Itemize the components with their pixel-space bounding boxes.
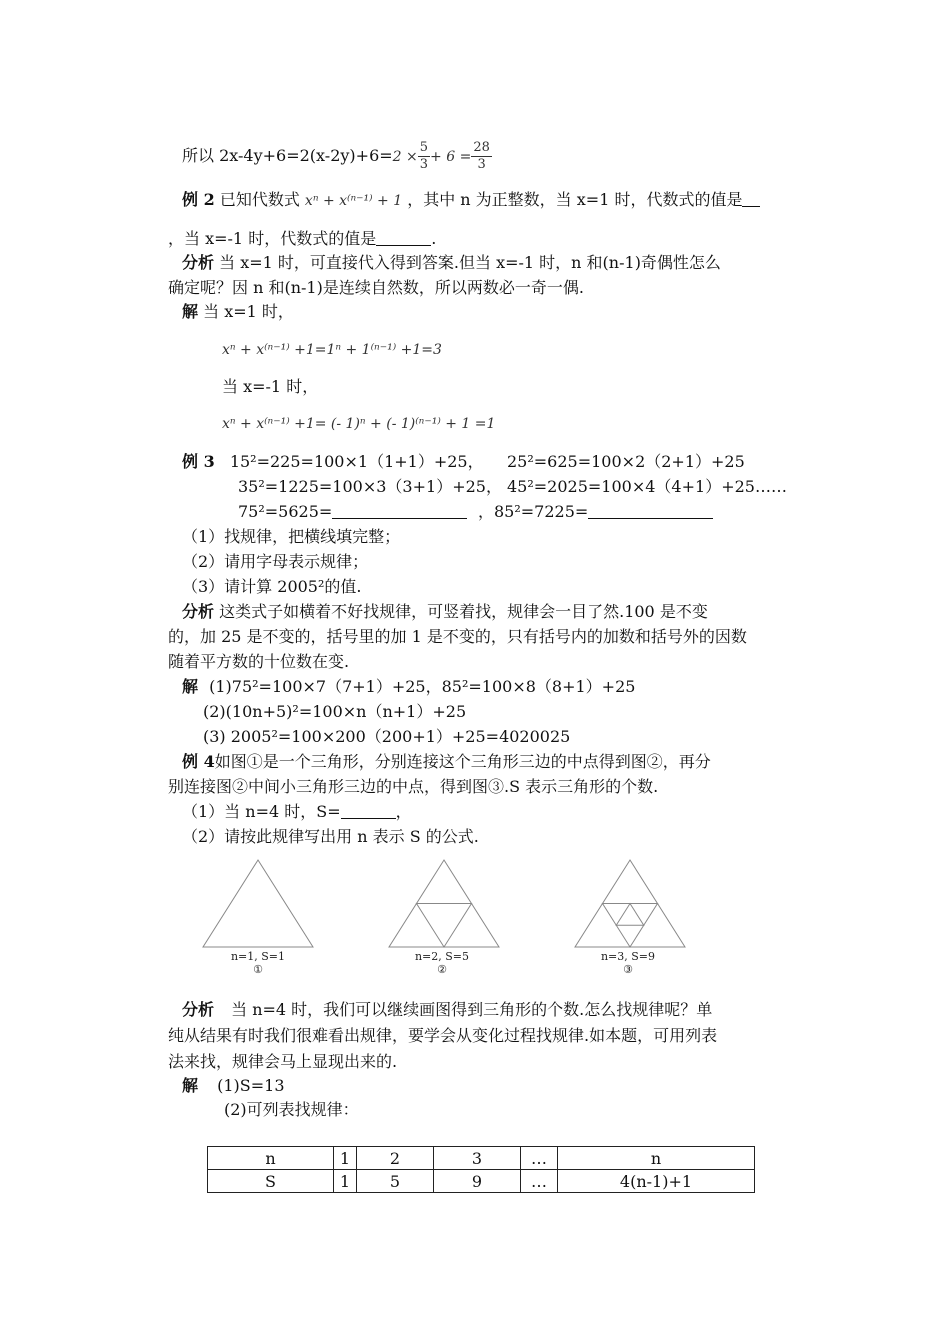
figure-caption-text: n=1, S=1 [230,950,286,963]
table-cell: … [521,1170,558,1193]
question-text: （1）当 n=4 时，S= [182,802,341,821]
equation-text: 45²=2025=100×4（4+1）+25…… [507,477,787,496]
fraction-five-thirds [418,140,430,173]
figure-number: ② [437,963,447,976]
statement-text: 已知代数式 [219,190,300,209]
table-cell: 5 [357,1170,434,1193]
figure-number: ① [253,963,263,976]
table-row [208,1147,755,1170]
solution-equation-1: xⁿ + x⁽ⁿ⁻¹⁾ +1=1ⁿ + 1⁽ⁿ⁻¹⁾ +1=3 [222,342,442,358]
question-2: （2）请用字母表示规律； [182,552,369,571]
equation-text: 15²=225=100×1（1+1）+25， [229,452,484,471]
analysis-label: 分析 [182,602,215,621]
table-cell: n [558,1147,755,1170]
solution-label: 解 [182,302,199,321]
example-3-row-3 [238,502,467,522]
table-cell: 2 [357,1147,434,1170]
table-cell: 4(n-1)+1 [558,1170,755,1193]
analysis-text: 当 n=4 时，我们可以继续画图得到三角形的个数.怎么找规律呢？单 [231,1000,713,1019]
statement-text: ，其中 n 为正整数，当 x=1 时，代数式的值是 [407,190,743,209]
comma: ， [395,802,412,821]
table-cell: S [208,1170,334,1193]
answer-blank[interactable] [376,231,431,246]
statement-text: 如图①是一个三角形，分别连接这个三角形三边的中点得到图②，再分 [214,752,711,771]
fraction-denominator: 3 [419,157,429,172]
example-label: 例 2 [182,190,215,209]
equation-text: ，85²=7225= [478,502,589,521]
equation-text: 25²=625=100×2（2+1）+25 [507,452,745,471]
statement-text: ，当 x=-1 时，代数式的值是 [168,229,377,248]
example-3-row-1 [182,452,484,472]
figure-caption-text: n=3, S=9 [600,950,656,963]
example-4-statement [182,752,711,772]
question-text: （2）请按此规律写出用 n 表示 S 的公式. [182,827,479,846]
solution-text: (2)可列表找规律： [224,1100,359,1119]
solution-text: 当 x=-1 时， [222,377,319,396]
statement-text: 别连接图②中间小三角形三边的中点，得到图③.S 表示三角形的个数. [168,777,659,796]
fraction-numerator: 28 [473,140,490,155]
example-4-solution [182,1076,285,1096]
solution-text: (1)75²=100×7（7+1）+25，85²=100×8（8+1）+25 [209,677,636,696]
table-row [208,1170,755,1193]
solution-text: (1)S=13 [217,1076,285,1095]
analysis-text: 随着平方数的十位数在变. [168,652,350,671]
equation-text: 35²=1225=100×3（3+1）+25， [238,477,502,496]
triangle-figure-3 [572,858,688,950]
figure-caption-text: n=2, S=5 [414,950,470,963]
fraction-result [471,140,492,173]
equation-text: 75²=5625= [238,502,333,521]
example-2-statement [182,190,760,211]
fraction-numerator: 5 [419,140,429,155]
analysis-label: 分析 [182,253,215,272]
math-fragment: 2 × [392,149,418,165]
math-fragment: + 6 = [430,149,472,165]
fraction-denominator: 3 [477,157,486,172]
triangle-figure-2 [386,858,502,950]
period: . [431,229,437,248]
example-3-solution [182,677,635,697]
solution-label: 解 [182,1076,199,1095]
table-cell: 1 [334,1147,357,1170]
analysis-text: 的，加 25 是不变的，括号里的加 1 是不变的，只有括号内的加数和括号外的因数 [168,627,747,646]
example-4-analysis [182,1000,712,1020]
table-cell: 3 [434,1147,521,1170]
example-3-analysis [182,602,708,622]
answer-blank[interactable] [742,192,760,207]
example-2-line-2 [168,229,436,249]
example-4-question-1 [182,802,412,822]
question-1: （1）找规律，把横线填完整； [182,527,401,546]
example-label: 例 3 [182,452,215,471]
solution-text: 当 x=1 时， [203,302,294,321]
table-cell: n [208,1147,334,1170]
solution-label: 解 [182,677,199,696]
solution-text: (3) 2005²=100×200（200+1）+25=4020025 [203,727,571,746]
answer-blank[interactable] [588,504,713,519]
table-cell: 9 [434,1170,521,1193]
figure-2-caption [382,950,502,976]
figure-3-caption [568,950,688,976]
question-3: （3）请计算 2005²的值. [182,577,362,596]
example-3-row-3b [478,502,713,522]
analysis-label: 分析 [182,1000,215,1019]
analysis-text: 这类式子如横着不好找规律，可竖着找，规律会一目了然.100 是不变 [219,602,708,621]
analysis-text: 纯从结果有时我们很难看出规律，要学会从变化过程找规律.如本题，可用列表 [168,1026,718,1045]
answer-blank[interactable] [332,504,467,519]
algebraic-expression: xⁿ + x⁽ⁿ⁻¹⁾ + 1 [304,193,403,209]
triangle-figure-1 [200,858,316,950]
equation-line-1 [182,140,492,173]
analysis-text: 当 x=1 时，可直接代入得到答案.但当 x=-1 时，n 和(n-1)奇偶性怎么 [219,253,721,272]
solution-text: (2)(10n+5)²=100×n（n+1）+25 [203,702,467,721]
equation-text: 所以 2x-4y+6=2(x-2y)+6= [182,146,393,165]
analysis-text: 确定呢？因 n 和(n-1)是连续自然数，所以两数必一奇一偶. [168,278,584,297]
example-2-analysis [182,253,721,273]
figure-1-caption [198,950,318,976]
example-label: 例 4 [182,752,215,771]
answer-blank[interactable] [341,804,396,819]
figure-number: ③ [623,963,633,976]
table-cell: … [521,1147,558,1170]
table-cell: 1 [334,1170,357,1193]
analysis-text: 法来找，规律会马上显现出来的. [168,1052,398,1071]
solution-equation-2: xⁿ + x⁽ⁿ⁻¹⁾ +1= (- 1)ⁿ + (- 1)⁽ⁿ⁻¹⁾ + 1 =1 [222,416,496,432]
pattern-table [207,1146,755,1193]
example-2-solution [182,302,294,322]
